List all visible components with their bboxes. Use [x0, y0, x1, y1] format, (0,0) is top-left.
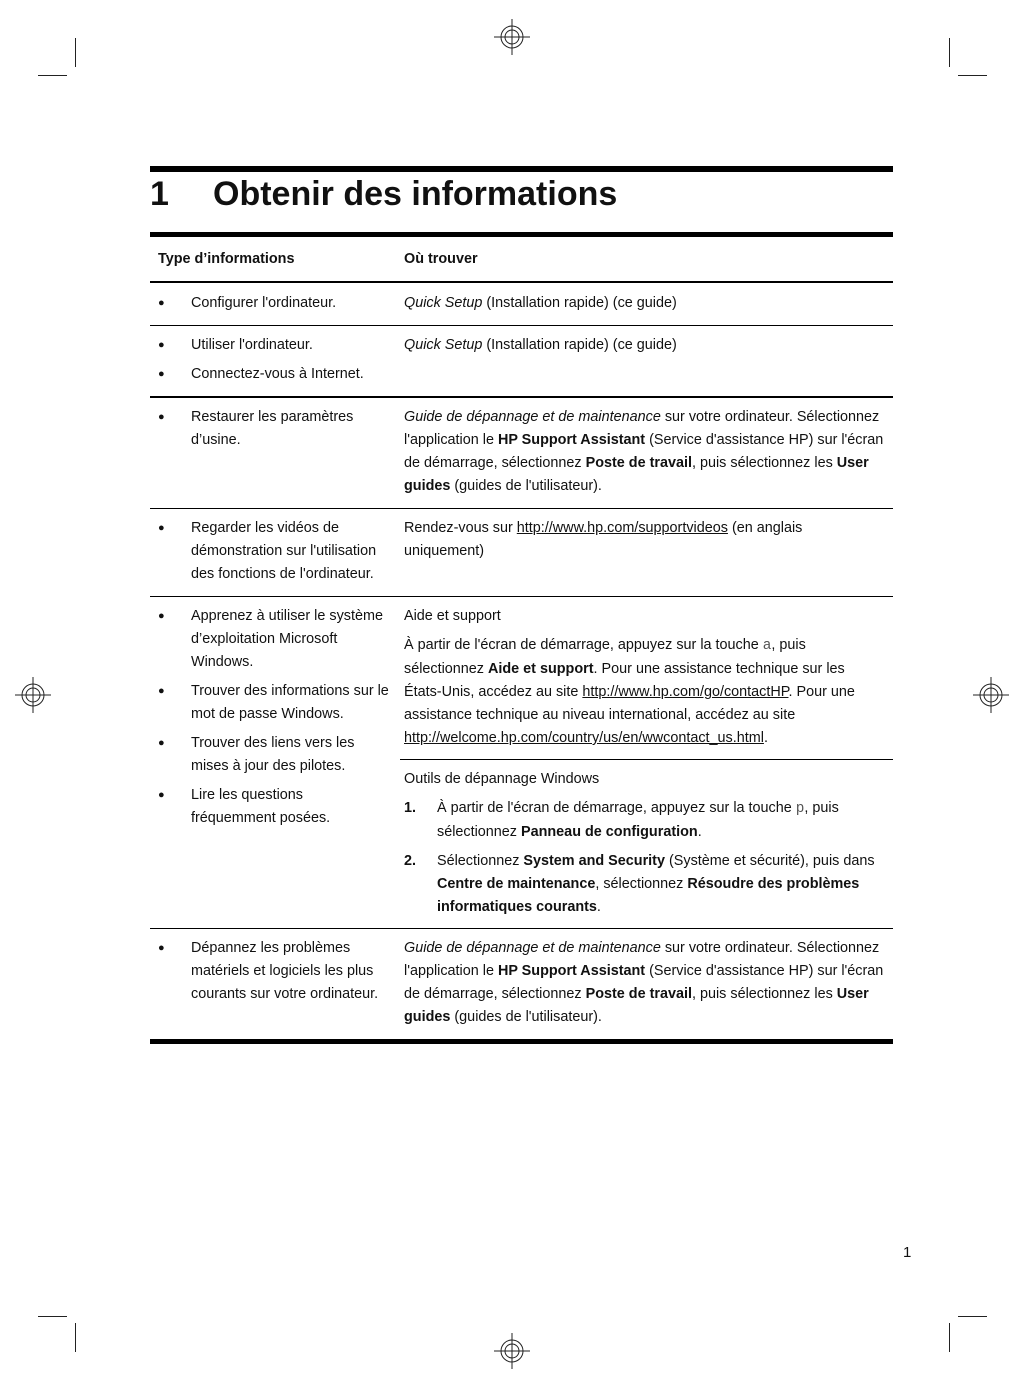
- list-item: ● Lire les questions fréquemment posées.: [158, 784, 400, 830]
- contact-hp-link[interactable]: http://www.hp.com/go/contactHP: [582, 684, 789, 700]
- table-row: [150, 509, 893, 596]
- crop-mark: [38, 1316, 67, 1317]
- table-row: [150, 597, 893, 928]
- registration-mark-icon: [973, 677, 1009, 713]
- list-item: ● Utiliser l'ordinateur.: [158, 334, 400, 357]
- international-contact-link[interactable]: http://welcome.hp.com/country/us/en/wwcontact_us.html: [404, 730, 764, 746]
- chapter-number: 1: [150, 175, 169, 213]
- list-item: ● Dépannez les problèmes matériels et logiciels les plus courants sur votre ordinateur.: [158, 937, 400, 1006]
- registration-mark-icon: [494, 1333, 530, 1369]
- row4-description: Rendez-vous sur http://www.hp.com/supportvideos (en anglais uniquement): [404, 520, 803, 559]
- bullet: ●: [158, 339, 165, 351]
- header-type: Type d’informations: [158, 251, 295, 267]
- bullet: ●: [158, 789, 165, 801]
- registration-mark-icon: [15, 677, 51, 713]
- page-number: 1: [903, 1244, 912, 1261]
- bullet: ●: [158, 942, 165, 954]
- quick-setup-title: Quick Setup: [404, 337, 483, 353]
- crop-mark: [75, 1323, 76, 1352]
- help-description: À partir de l'écran de démarrage, appuyez sur la touche a, puis sélectionnez Aide et support. Pour une assistance technique sur les États-Unis, accédez au site http://www.hp.com/go/contactHP. Pour une assistance technique au niveau international, accédez au site http://welcome.hp.com/country/us/en/wwcontact_us.html.: [404, 637, 855, 746]
- bullet: ●: [158, 411, 165, 423]
- crop-mark: [958, 75, 987, 76]
- row3-description: Guide de dépannage et de maintenance sur votre ordinateur. Sélectionnez l'application le HP Support Assistant (Service d'assistance HP) sur l'écran de démarrage, sélectionnez Poste de travail, puis sélectionnez les User guides (guides de l'utilisateur).: [404, 409, 884, 494]
- bullet: ●: [158, 297, 165, 309]
- row6-description: Guide de dépannage et de maintenance sur votre ordinateur. Sélectionnez l'application le HP Support Assistant (Service d'assistance HP) sur l'écran de démarrage, sélectionnez Poste de travail, puis sélectionnez les User guides (guides de l'utilisateur).: [404, 940, 884, 1025]
- bullet: ●: [158, 685, 165, 697]
- table-row: ● Utiliser l'ordinateur. ● Connectez-vous à Internet. Quick Setup (Installation rapide) (ce guide): [150, 326, 893, 396]
- list-item: ● Apprenez à utiliser le système d’exploitation Microsoft Windows.: [158, 605, 400, 674]
- list-item: ● Configurer l'ordinateur.: [158, 292, 400, 315]
- bullet: ●: [158, 737, 165, 749]
- list-item: ● Connectez-vous à Internet.: [158, 363, 400, 386]
- key-p: p: [795, 801, 805, 817]
- crop-mark: [75, 38, 76, 67]
- chapter-title: Obtenir des informations: [213, 175, 618, 213]
- list-item: 2. Sélectionnez System and Security (Système et sécurité), puis dans Centre de maintenance, sélectionnez Résoudre des problèmes informatiques courants.: [404, 853, 875, 915]
- info-table: [150, 232, 893, 1044]
- crop-mark: [949, 1323, 950, 1352]
- bullet: ●: [158, 368, 165, 380]
- table-row: [150, 929, 893, 1039]
- table-rule: [400, 759, 893, 760]
- crop-mark: [949, 38, 950, 67]
- key-a: a: [762, 638, 772, 654]
- crop-mark: [38, 75, 67, 76]
- quick-setup-title: Quick Setup: [404, 295, 483, 311]
- list-item: ● Trouver des informations sur le mot de passe Windows.: [158, 680, 400, 726]
- table-rule: [150, 1039, 893, 1044]
- table-row: [150, 398, 893, 508]
- list-item: 1. À partir de l'écran de démarrage, appuyez sur la touche p, puis sélectionnez Panneau de configuration.: [404, 800, 839, 840]
- registration-mark-icon: [494, 19, 530, 55]
- table-row: ● Configurer l'ordinateur. Quick Setup (Installation rapide) (ce guide): [150, 283, 893, 325]
- bullet: ●: [158, 610, 165, 622]
- list-item: ● Trouver des liens vers les mises à jour des pilotes.: [158, 732, 400, 778]
- list-item: ● Regarder les vidéos de démonstration sur l'utilisation des fonctions de l'ordinateur.: [158, 517, 400, 586]
- list-item: ● Restaurer les paramètres d’usine.: [158, 406, 400, 452]
- help-heading: Aide et support: [404, 608, 501, 624]
- header-where: Où trouver: [404, 251, 478, 267]
- support-videos-link[interactable]: http://www.hp.com/supportvideos: [516, 520, 728, 536]
- tools-heading: Outils de dépannage Windows: [404, 771, 600, 787]
- table-header-row: [150, 237, 893, 281]
- crop-mark: [958, 1316, 987, 1317]
- bullet: ●: [158, 522, 165, 534]
